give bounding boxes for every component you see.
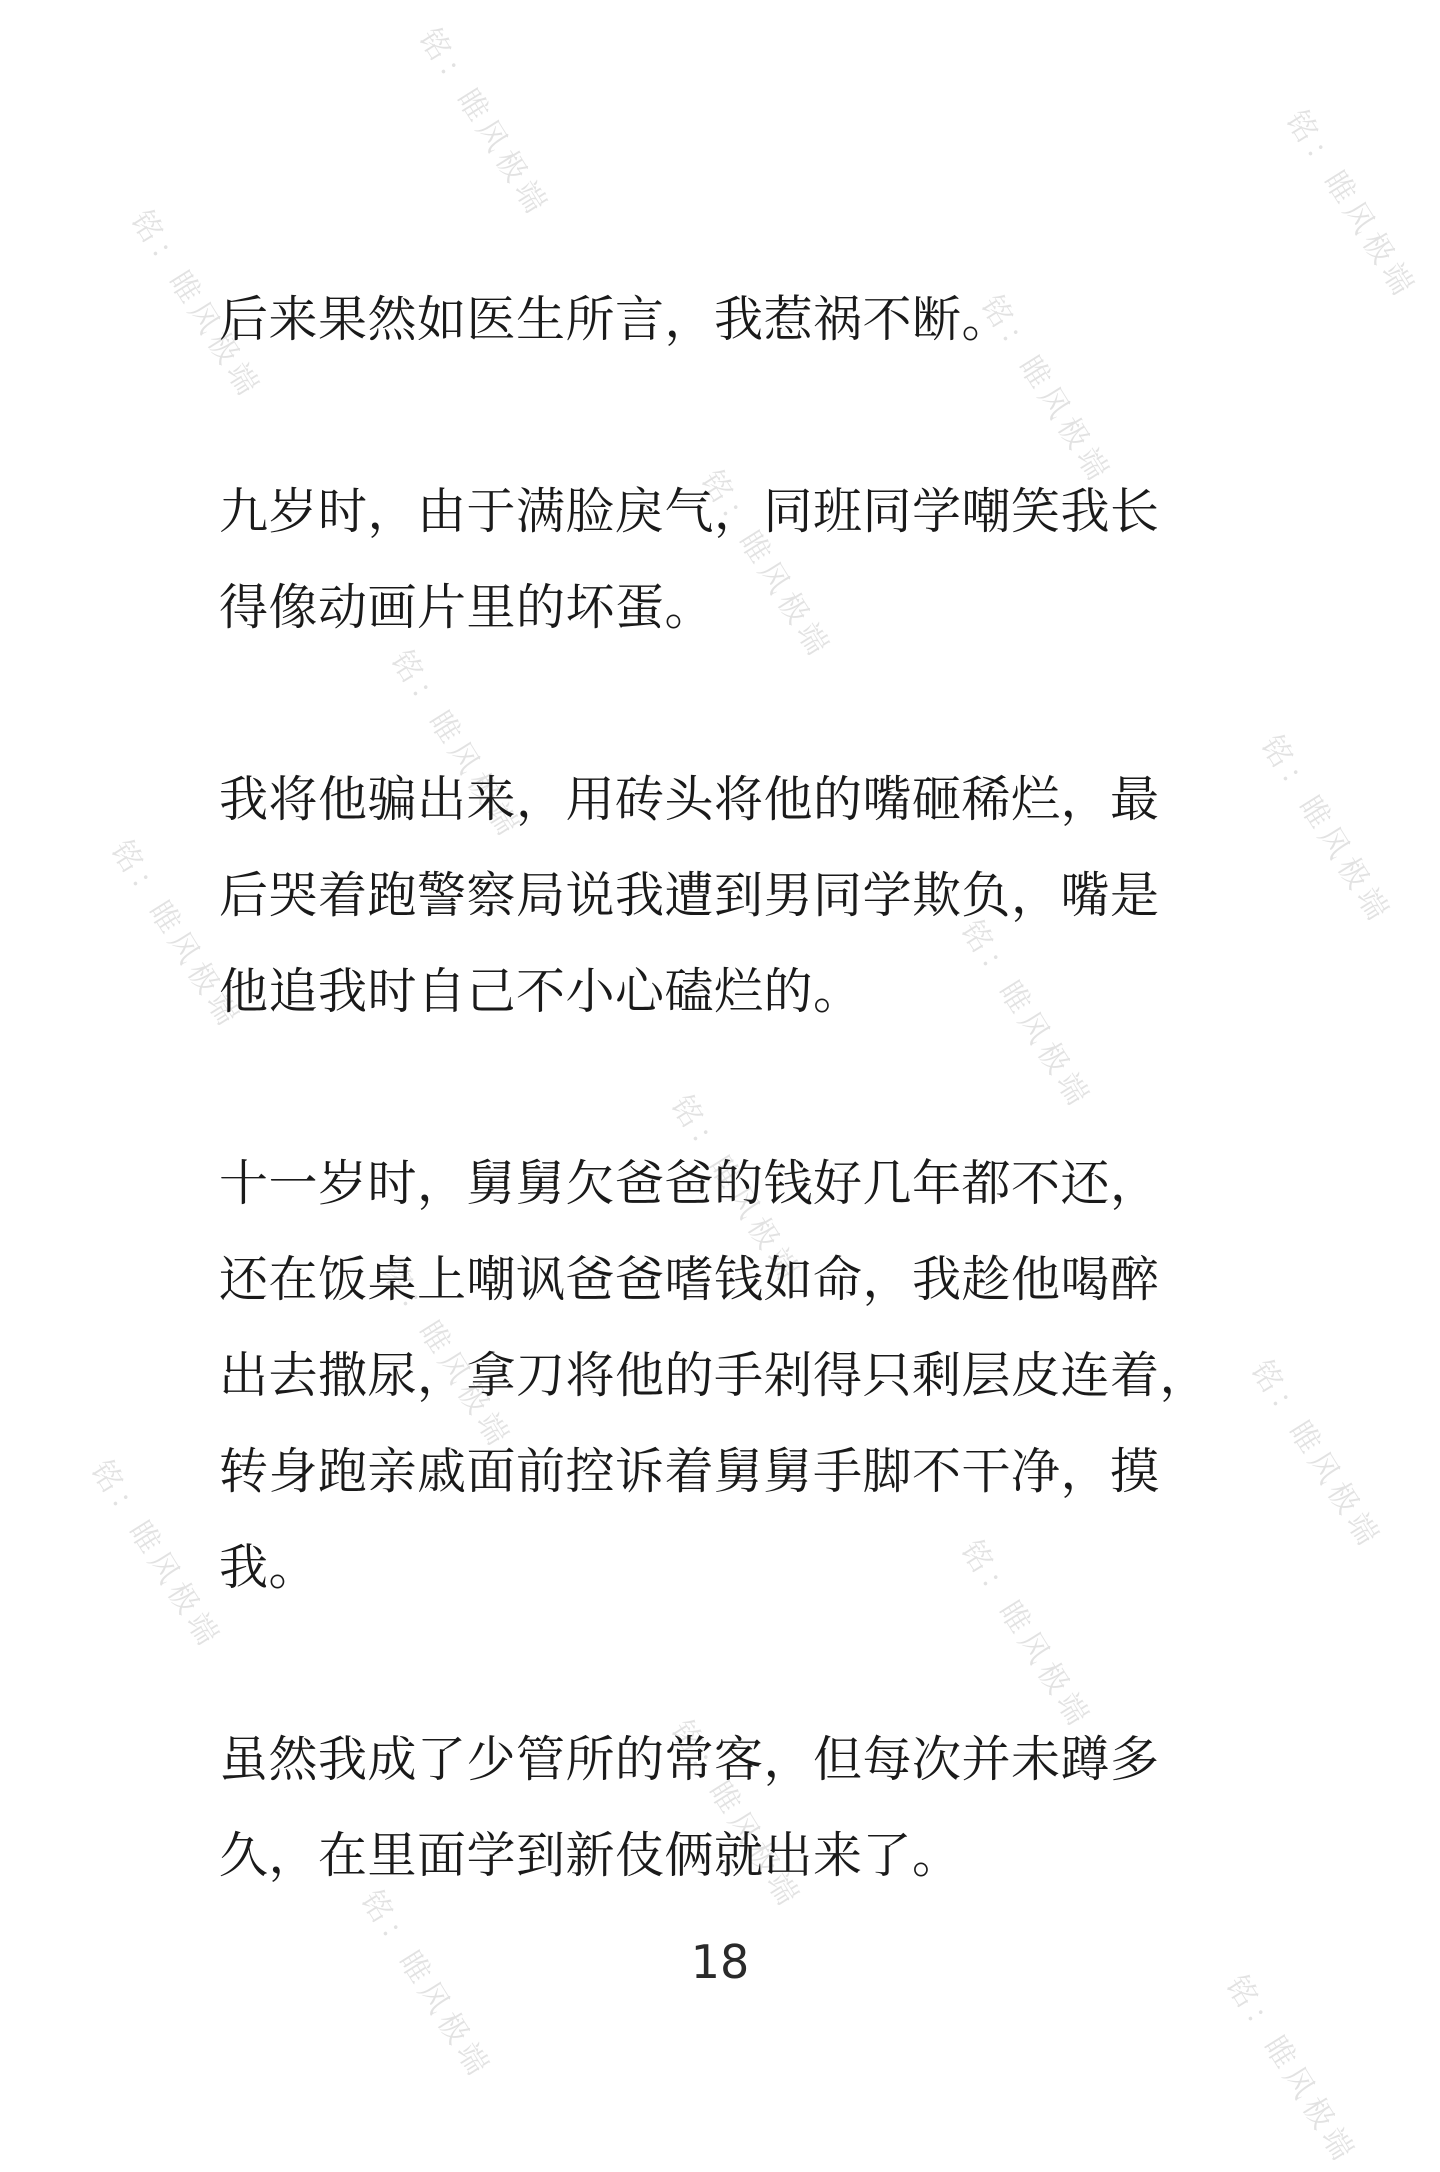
watermark: 铭：睢风极端: [973, 289, 1118, 491]
text-line: 转身跑亲戚面前控诉着舅舅手脚不干净，摸: [219, 1443, 1160, 1500]
text-line: 后哭着跑警察局说我遭到男同学欺负，嘴是: [219, 867, 1160, 924]
watermark: 铭：睢风极端: [953, 914, 1098, 1116]
watermark: 铭：睢风极端: [953, 1534, 1098, 1736]
paragraph: [219, 464, 1229, 656]
text-line: 出去撒尿，拿刀将他的手剁得只剩层皮连着，: [219, 1347, 1210, 1404]
watermark: 铭：睢风极端: [373, 1254, 518, 1456]
watermark: 铭：睢风极端: [693, 464, 838, 666]
watermark: 铭：睢风极端: [1218, 1969, 1363, 2171]
story-text: [219, 272, 1229, 1904]
paragraph: [219, 1712, 1229, 1904]
watermark: 铭：睢风极端: [1243, 1354, 1388, 1556]
paragraph-gap: [219, 1616, 1229, 1712]
watermark: 铭：睢风极端: [103, 834, 248, 1036]
watermark: 铭：睢风极端: [663, 1714, 808, 1916]
watermark: 铭：睢风极端: [1253, 729, 1398, 931]
text-line: 九岁时，由于满脸戾气，同班同学嘲笑我长: [219, 483, 1160, 540]
watermark: 铭：睢风极端: [663, 1089, 808, 1291]
text-line: 后来果然如医生所言，我惹祸不断。: [219, 291, 1012, 348]
paragraph-gap: [219, 1040, 1229, 1136]
text-line: 虽然我成了少管所的常客，但每次并未蹲多: [219, 1731, 1160, 1788]
text-line: 还在饭桌上嘲讽爸爸嗜钱如命，我趁他喝醉: [219, 1251, 1160, 1308]
paragraph-gap: [219, 368, 1229, 464]
watermark: 铭：睢风极端: [383, 644, 528, 846]
paragraph-gap: [219, 656, 1229, 752]
watermark: 铭：睢风极端: [123, 204, 268, 406]
watermark: 铭：睢风极端: [83, 1454, 228, 1656]
paragraph: [219, 272, 1229, 368]
watermark: 铭：睢风极端: [1278, 104, 1423, 306]
text-line: 他追我时自己不小心磕烂的。: [219, 963, 863, 1020]
watermark: 铭：睢风极端: [353, 1884, 498, 2086]
paragraph: [219, 752, 1229, 1040]
text-line: 得像动画片里的坏蛋。: [219, 579, 715, 636]
paragraph: [219, 1136, 1229, 1616]
page-number: 18: [690, 1935, 750, 1989]
watermark: 铭：睢风极端: [411, 22, 556, 224]
text-line: 我。: [219, 1539, 319, 1596]
text-line: 久，在里面学到新伎俩就出来了。: [219, 1827, 962, 1884]
text-line: 十一岁时，舅舅欠爸爸的钱好几年都不还，: [219, 1155, 1160, 1212]
text-line: 我将他骗出来，用砖头将他的嘴砸稀烂，最: [219, 771, 1160, 828]
